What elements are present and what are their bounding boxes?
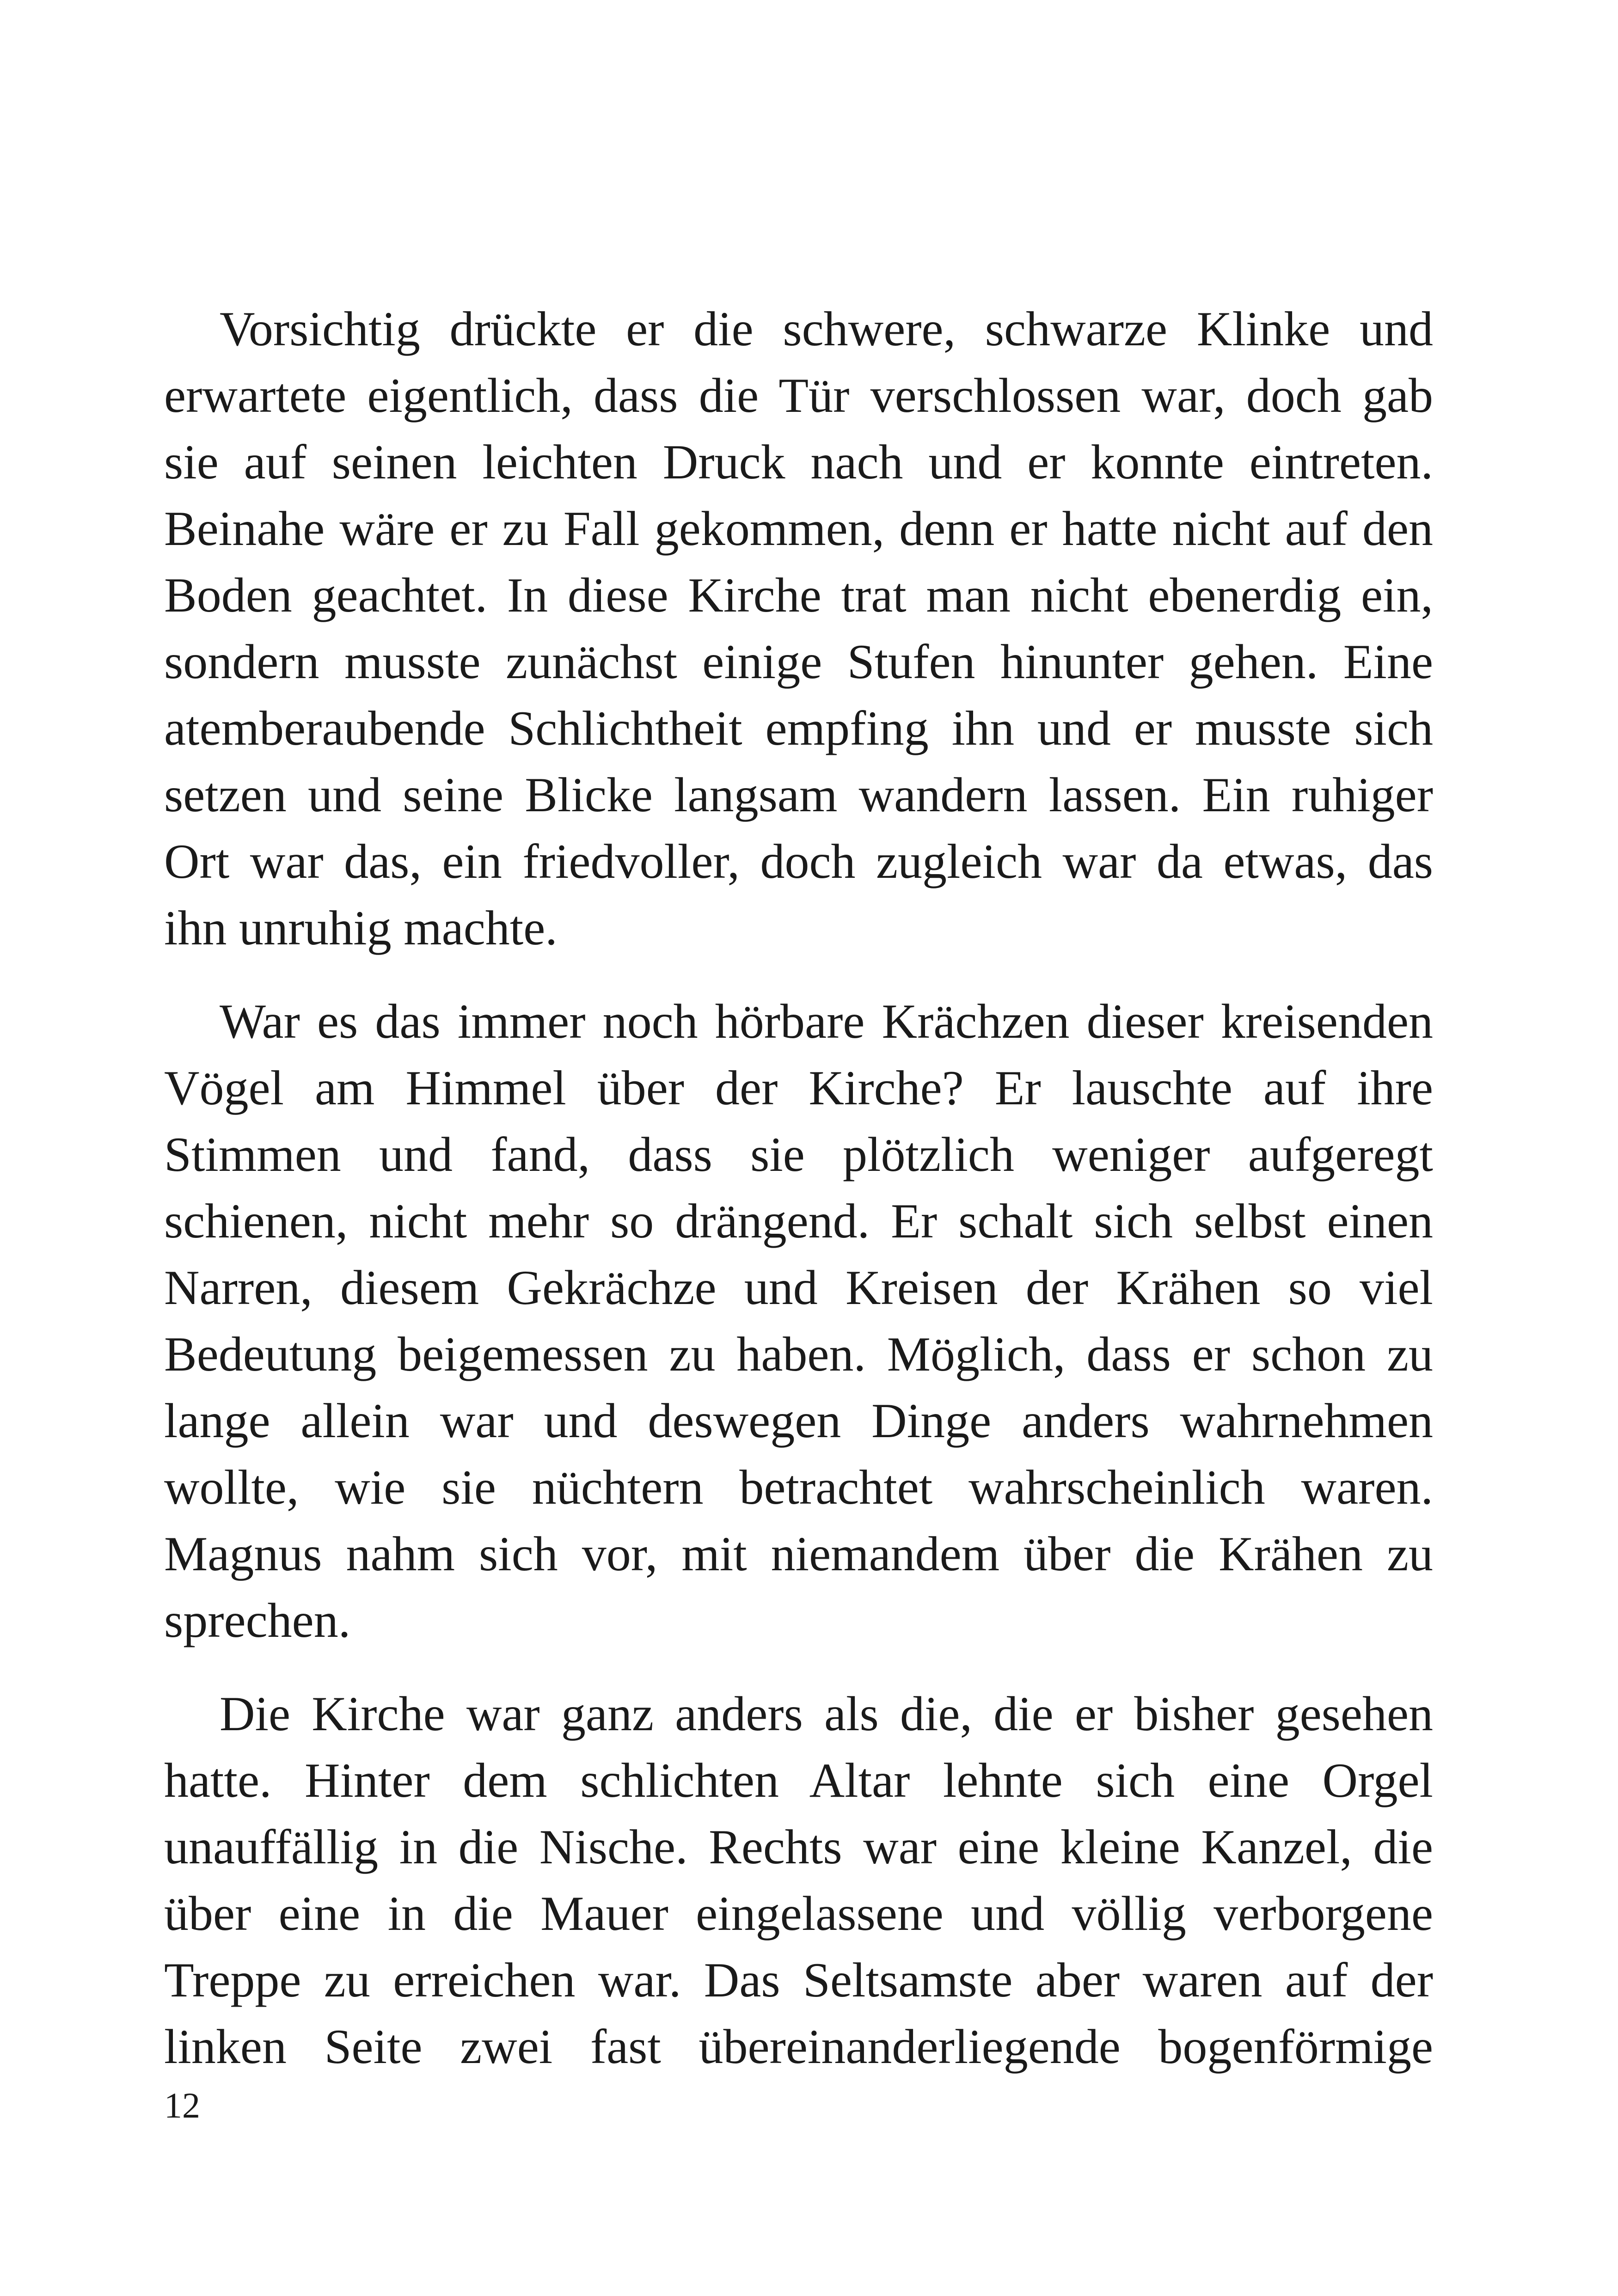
text-line: erwartete eigentlich, dass die Tür verschlossen war, doch gab — [164, 368, 1433, 422]
text-line: linken Seite zwei fast übereinanderliegende bogenförmige — [164, 2020, 1433, 2074]
page-number: 12 — [164, 2085, 200, 2125]
text-line: Boden geachtet. In diese Kirche trat man nicht ebenerdig ein, — [164, 568, 1433, 622]
paragraph — [164, 1681, 1433, 2080]
text-line: sondern musste zunächst einige Stufen hinunter gehen. Eine — [164, 635, 1433, 689]
text-line: Treppe zu erreichen war. Das Seltsamste aber waren auf der — [164, 1953, 1433, 2007]
text-line: Narren, diesem Gekrächze und Kreisen der Krähen so viel — [164, 1261, 1433, 1315]
text-line: Ort war das, ein friedvoller, doch zugleich war da etwas, das — [164, 834, 1433, 888]
text-line: Die Kirche war ganz anders als die, die er bisher gesehen — [220, 1687, 1433, 1741]
text-line: Beinahe wäre er zu Fall gekommen, denn er hatte nicht auf den — [164, 502, 1433, 556]
text-line: sie auf seinen leichten Druck nach und er konnte eintreten. — [164, 435, 1433, 489]
body-text — [164, 296, 1433, 2107]
text-line: ihn unruhig machte. — [164, 901, 558, 955]
text-line: Magnus nahm sich vor, mit niemandem über die Krähen zu — [164, 1527, 1433, 1581]
text-line: hatte. Hinter dem schlichten Altar lehnte sich eine Orgel — [164, 1753, 1433, 1807]
paragraph — [164, 988, 1433, 1654]
text-line: sprechen. — [164, 1593, 351, 1647]
text-line: setzen und seine Blicke langsam wandern lassen. Ein ruhiger — [164, 768, 1433, 822]
text-line: Vögel am Himmel über der Kirche? Er lauschte auf ihre — [164, 1061, 1433, 1115]
text-line: über eine in die Mauer eingelassene und völlig verborgene — [164, 1886, 1433, 1941]
text-line: War es das immer noch hörbare Krächzen dieser kreisenden — [220, 994, 1433, 1048]
text-line: wollte, wie sie nüchtern betrachtet wahrscheinlich waren. — [164, 1460, 1433, 1514]
paragraph — [164, 296, 1433, 961]
text-line: Vorsichtig drückte er die schwere, schwarze Klinke und — [220, 302, 1433, 356]
text-line: unauffällig in die Nische. Rechts war eine kleine Kanzel, die — [164, 1820, 1433, 1874]
text-line: schienen, nicht mehr so drängend. Er schalt sich selbst einen — [164, 1194, 1433, 1248]
text-line: Stimmen und fand, dass sie plötzlich weniger aufgeregt — [164, 1127, 1433, 1182]
text-line: atemberaubende Schlichtheit empfing ihn und er musste sich — [164, 701, 1433, 755]
text-line: Bedeutung beigemessen zu haben. Möglich, dass er schon zu — [164, 1327, 1433, 1381]
text-line: lange allein war und deswegen Dinge anders wahrnehmen — [164, 1394, 1433, 1448]
